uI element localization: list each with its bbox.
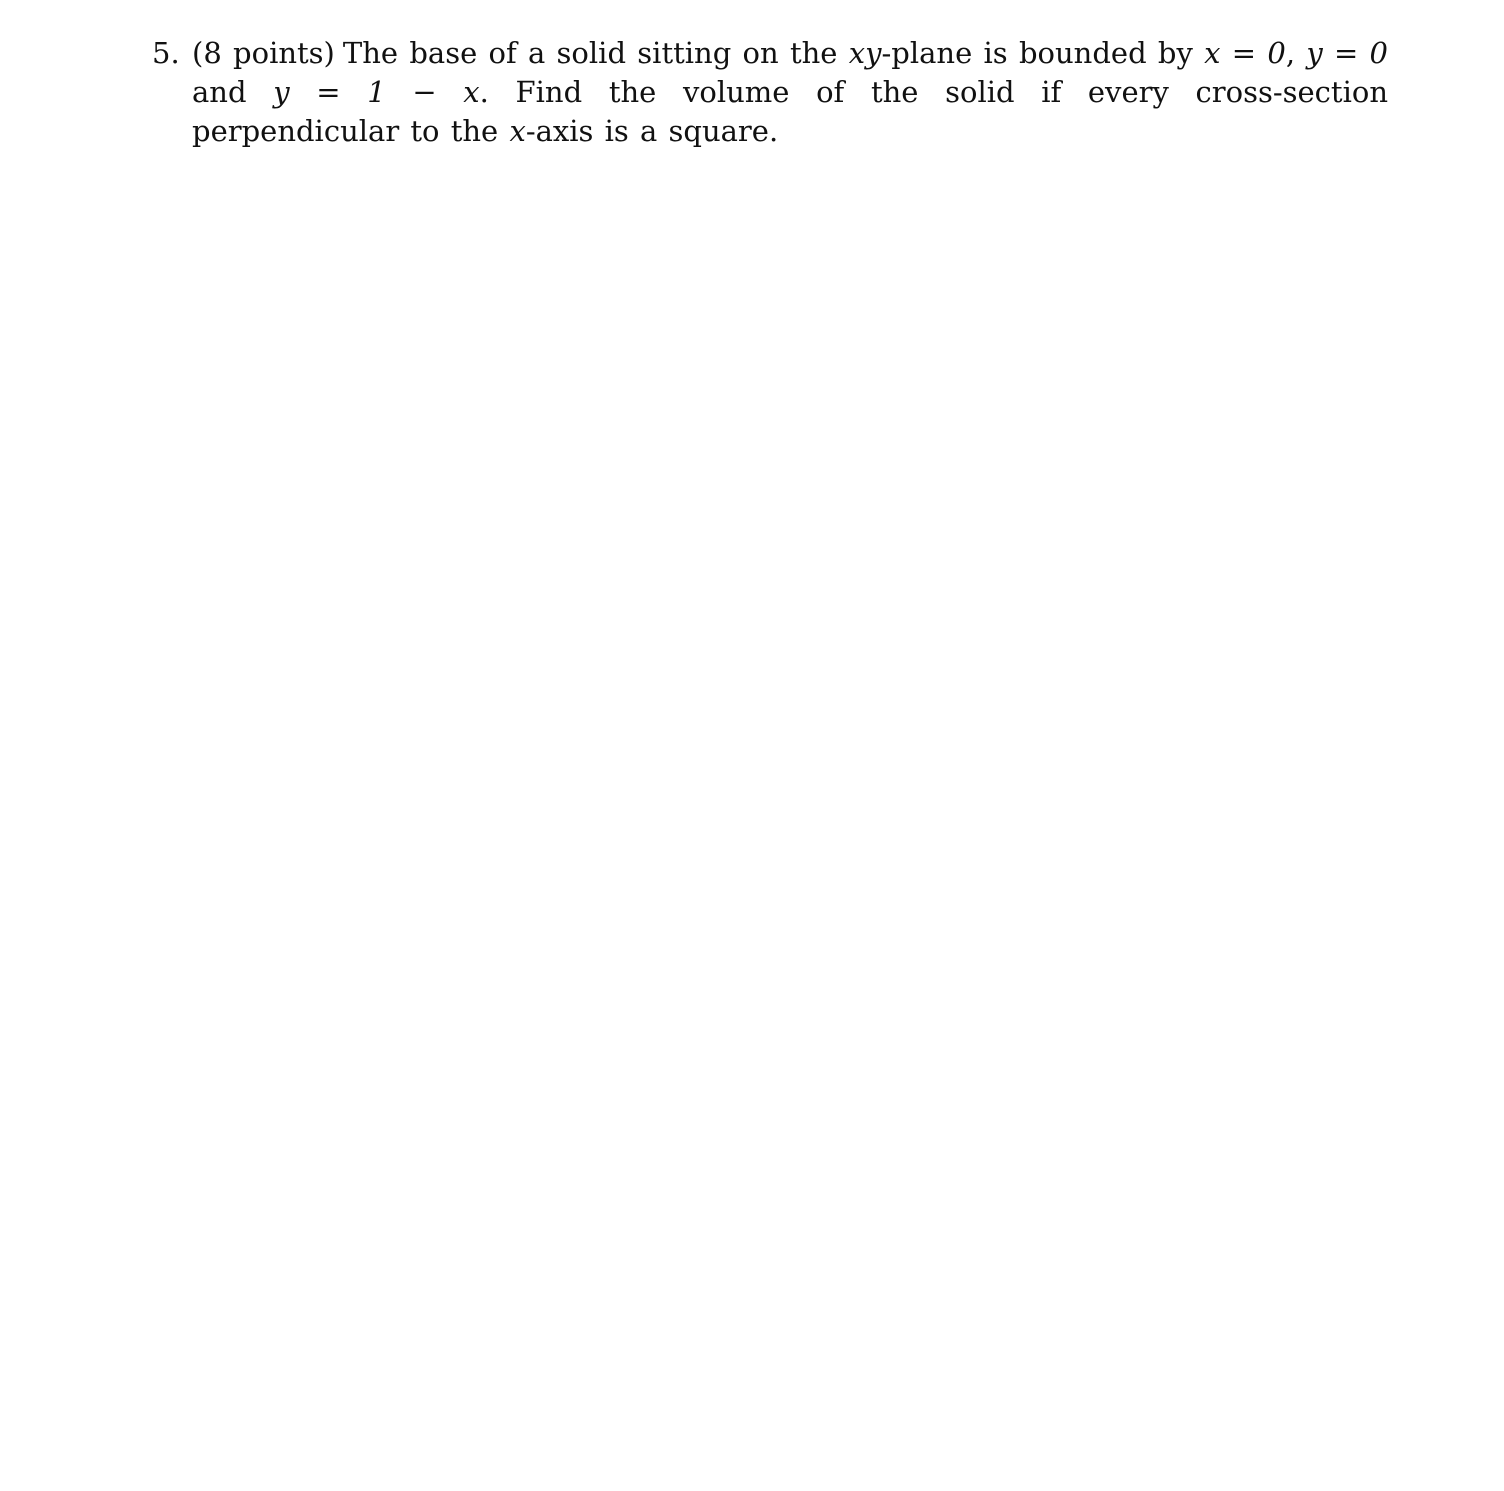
problem-5 bbox=[152, 34, 1388, 151]
problem-statement bbox=[192, 34, 1388, 151]
math-x: x bbox=[509, 114, 526, 148]
problem-comma: , bbox=[1285, 36, 1307, 70]
problem-text-part-2: -plane is bounded by bbox=[881, 36, 1205, 70]
math-x-equals-0: x = 0 bbox=[1204, 36, 1286, 70]
math-boundary-line: y = 1 − x bbox=[273, 75, 480, 109]
problem-number: 5. bbox=[152, 36, 180, 70]
problem-points: (8 points) bbox=[192, 36, 335, 70]
math-xy: xy bbox=[848, 36, 882, 70]
math-y-equals-0: y = 0 bbox=[1306, 36, 1389, 70]
problem-text-part-5: -axis is a square. bbox=[525, 114, 779, 148]
problem-text-part-1: The base of a solid sitting on the bbox=[342, 36, 849, 70]
problem-text-part-4: . Find the volume of the solid if every cross-section perpendicular to the bbox=[192, 75, 1388, 148]
problem-text-part-3: and bbox=[192, 75, 274, 109]
